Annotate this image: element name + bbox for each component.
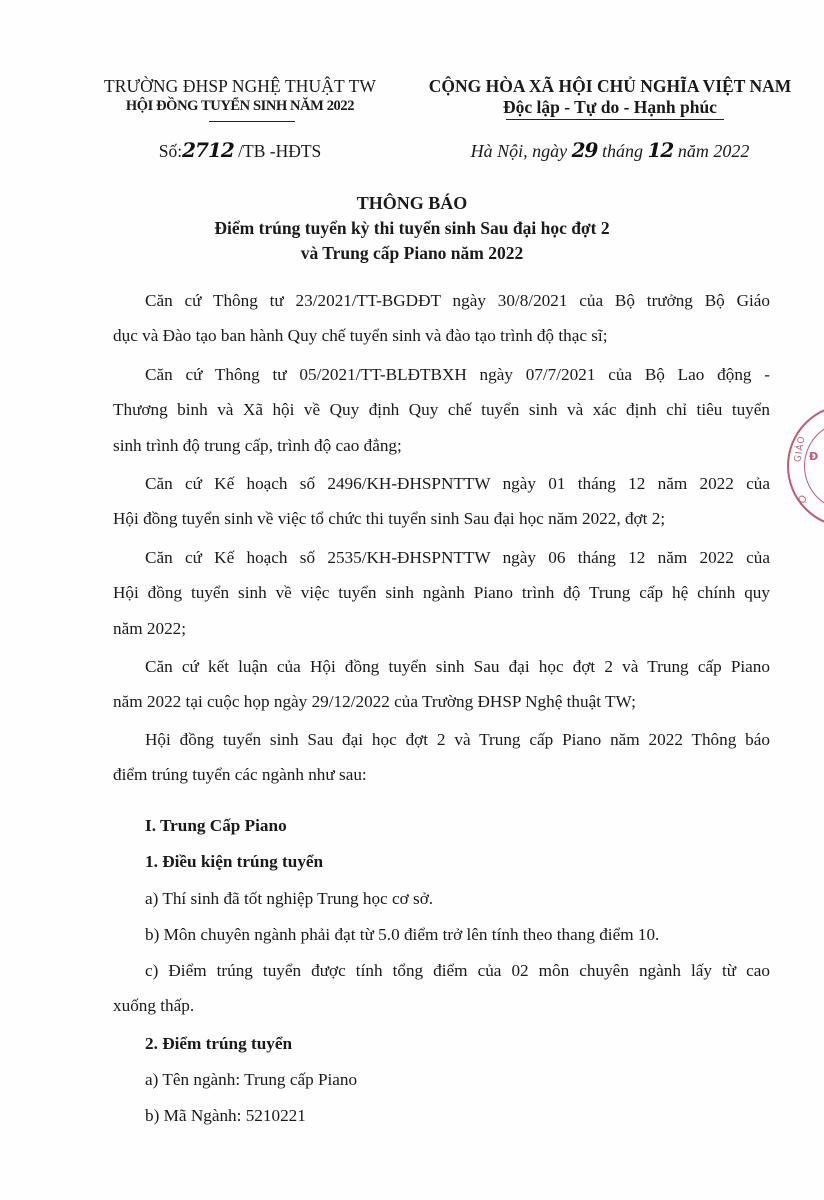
official-seal-stamp [787,404,824,528]
condition-item: b) Môn chuyên ngành phải đạt từ 5.0 điểm trở lên tính theo thang điểm 10. [145,925,660,944]
month-handwritten: 12 [647,138,674,162]
condition-item-continued: xuống thấp. [113,996,195,1015]
header-right-divider [506,119,724,120]
document-title: THÔNG BÁO [356,193,468,213]
date-prefix: Hà Nội, ngày [470,141,568,161]
section-heading: I. Trung Cấp Piano [145,816,287,835]
body-line: Hội đồng tuyển sinh Sau đại học đợt 2 và Trung cấp Piano năm 2022 Thông báo [145,730,770,749]
doc-number-suffix: /TB -HĐTS [238,141,322,161]
body-line: Hội đồng tuyển sinh về việc tuyển sinh ngành Piano trình độ Trung cấp hệ chính quy [113,583,770,602]
date-month-label: tháng [601,141,643,161]
doc-number-handwritten: 2712 [182,138,234,162]
body-line: Căn cứ kết luận của Hội đồng tuyển sinh Sau đại học đợt 2 và Trung cấp Piano [145,657,770,676]
document-number [100,138,380,162]
body-line: dục và Đào tạo ban hành Quy chế tuyển sinh và đào tạo trình độ thạc sĩ; [113,326,608,345]
major-name: a) Tên ngành: Trung cấp Piano [145,1070,358,1089]
doc-number-prefix: Số: [158,141,183,161]
subsection-heading-scores: 2. Điểm trúng tuyển [145,1034,293,1053]
body-line: năm 2022 tại cuộc họp ngày 29/12/2022 của Trường ĐHSP Nghệ thuật TW; [113,692,636,711]
stamp-text-top: GIÁO [793,434,808,464]
institution-name: TRƯỜNG ĐHSP NGHỆ THUẬT TW [103,76,377,96]
issue-date [420,138,800,162]
major-code: b) Mã Ngành: 5210221 [145,1106,306,1125]
condition-item: a) Thí sinh đã tốt nghiệp Trung học cơ sở. [145,889,434,908]
body-line: Căn cứ Thông tư 05/2021/TT-BLĐTBXH ngày 07/7/2021 của Bộ Lao động - [145,365,770,384]
day-handwritten: 29 [571,138,598,162]
body-line: sinh trình độ trung cấp, trình độ cao đẳng; [113,436,402,455]
body-line: điểm trúng tuyển các ngành như sau: [113,765,367,784]
stamp-text-center: Đ [809,450,820,463]
body-line: Căn cứ Kế hoạch số 2535/KH-ĐHSPNTTW ngày 06 tháng 12 năm 2022 của [145,548,770,567]
body-line: Căn cứ Thông tư 23/2021/TT-BGDĐT ngày 30/8/2021 của Bộ trưởng Bộ Giáo [145,291,770,310]
body-line: Hội đồng tuyển sinh về việc tổ chức thi tuyển sinh Sau đại học năm 2022, đợt 2; [113,509,666,528]
condition-item: c) Điểm trúng tuyển được tính tổng điểm của 02 môn chuyên ngành lấy từ cao [145,961,770,980]
header-left-divider [209,121,295,122]
body-line: Căn cứ Kế hoạch số 2496/KH-ĐHSPNTTW ngày 01 tháng 12 năm 2022 của [145,474,770,493]
body-line: năm 2022; [113,619,187,638]
document-subtitle-line-1: Điểm trúng tuyển kỳ thi tuyển sinh Sau đại học đợt 2 [214,218,610,238]
body-line: Thương binh và Xã hội về Quy định Quy chế tuyển sinh và xác định chỉ tiêu tuyển [113,400,770,419]
national-motto: Độc lập - Tự do - Hạnh phúc [503,97,717,117]
date-suffix: năm 2022 [677,141,750,161]
subsection-heading-conditions: 1. Điều kiện trúng tuyển [145,852,324,871]
document-subtitle-line-2: và Trung cấp Piano năm 2022 [300,243,524,263]
council-name: HỘI ĐỒNG TUYỂN SINH NĂM 2022 [125,98,355,114]
country-name: CỘNG HÒA XÃ HỘI CHỦ NGHĨA VIỆT NAM [428,76,792,96]
stamp-text-bottom: Ọ [796,492,811,507]
